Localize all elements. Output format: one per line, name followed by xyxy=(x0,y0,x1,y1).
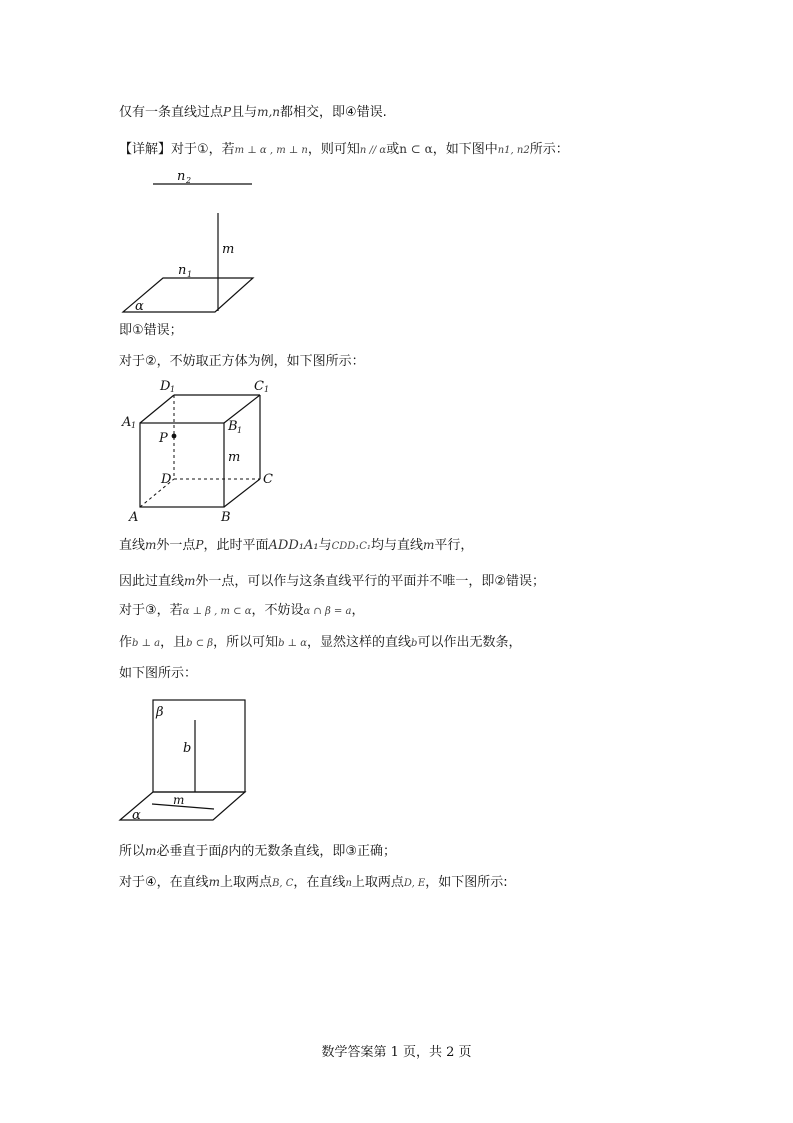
text: 必垂直于面 xyxy=(156,844,222,859)
text: 直线 xyxy=(119,538,146,553)
label-d1-sub: 1 xyxy=(170,385,176,394)
label-n2: n xyxy=(177,169,186,184)
label-n2-sub: 2 xyxy=(186,176,192,185)
math-m: m xyxy=(422,538,435,552)
figure-perpendicular-planes xyxy=(115,696,255,826)
text: 平行， xyxy=(434,538,474,553)
label-a1-sub: 1 xyxy=(131,421,137,430)
label-b: B xyxy=(221,510,231,525)
text: 仅有一条直线过点 xyxy=(119,105,224,120)
math-condition: m ⊥ α , m ⊥ n xyxy=(234,145,308,156)
text: ，且 xyxy=(160,635,187,650)
text: ，如下图中 xyxy=(432,142,498,157)
label-n1: n xyxy=(178,263,187,278)
text: ，不妨设 xyxy=(251,603,304,618)
math-m: m xyxy=(145,538,157,552)
math-plane-cdd1c1: CDD₁C₁ xyxy=(331,541,371,552)
math-n-subset: n ⊂ α xyxy=(399,142,433,156)
text-line-4 xyxy=(119,353,365,371)
label-m: m xyxy=(228,450,241,465)
math-b: b xyxy=(411,638,418,649)
page-footer: 数学答案第 1 页，共 2 页 xyxy=(321,1045,472,1060)
label-d: D xyxy=(161,472,172,487)
text: 外一点 xyxy=(156,538,196,553)
label-beta: β xyxy=(156,705,164,720)
figure-perpendicular-line xyxy=(115,165,265,317)
label-a: A xyxy=(129,510,139,525)
text: 上取两点 xyxy=(351,875,404,890)
text: 作 xyxy=(119,635,133,650)
text-line-5 xyxy=(119,536,473,556)
figure-1-svg xyxy=(115,165,265,317)
math-plane-add1a1: ADD₁A₁ xyxy=(268,538,319,553)
text: 所示： xyxy=(529,142,569,157)
text: 均与直线 xyxy=(370,538,423,553)
figure-cube xyxy=(115,373,285,533)
math-point-p: P xyxy=(223,105,232,119)
text: ，显然这样的直线 xyxy=(307,635,412,650)
math-lines-mn: m,n xyxy=(257,105,281,119)
label-c1: C xyxy=(254,379,264,394)
math-b-subset-beta: b ⊂ β xyxy=(186,638,214,649)
math-points-bc: B, C xyxy=(272,878,294,889)
label-alpha: α xyxy=(135,299,144,314)
text: 上取两点 xyxy=(220,875,273,890)
text-line-7 xyxy=(119,602,364,621)
text: 对于②，不妨取正方体为例，如下图所示： xyxy=(119,354,365,369)
label-c1-sub: 1 xyxy=(264,385,270,394)
label-c: C xyxy=(263,472,273,487)
text: 【详解】对于①，若 xyxy=(119,142,235,157)
text: 即①错误； xyxy=(119,323,183,338)
text: ，此时平面 xyxy=(203,538,269,553)
text: 可以作出无数条， xyxy=(417,635,522,650)
label-a1: A xyxy=(122,415,132,430)
text: 且与 xyxy=(231,105,258,120)
text: 如下图所示： xyxy=(119,666,198,681)
text: ， xyxy=(351,603,365,618)
figure-3-svg xyxy=(115,696,255,826)
math-n1-n2: n1, n2 xyxy=(497,145,530,156)
label-n1-sub: 1 xyxy=(187,270,193,279)
label-b1: B xyxy=(228,419,238,434)
label-d1: D xyxy=(160,379,171,394)
text: 所以 xyxy=(119,844,146,859)
math-m: m xyxy=(184,574,196,588)
label-m: m xyxy=(222,242,235,257)
text: 外一点，可以作与这条直线平行的平面并不唯一，即②错误； xyxy=(195,574,546,589)
math-n: n xyxy=(345,878,352,889)
math-points-de: D, E xyxy=(403,878,426,889)
text: 或 xyxy=(386,142,400,157)
math-n-parallel: n // α xyxy=(359,145,387,156)
text: ，在直线 xyxy=(293,875,346,890)
text-line-11 xyxy=(119,873,508,893)
text: 对于③，若 xyxy=(119,603,183,618)
label-b: b xyxy=(183,741,192,756)
text: 内的无数条直线，即③正确； xyxy=(228,844,397,859)
text: ，则可知 xyxy=(307,142,360,157)
label-b1-sub: 1 xyxy=(237,426,243,435)
math-b-perp-alpha: b ⊥ α xyxy=(278,638,308,649)
text-line-1 xyxy=(119,103,387,122)
text: 因此过直线 xyxy=(119,574,185,589)
text: ，所以可知 xyxy=(213,635,279,650)
math-intersection: α ∩ β = a xyxy=(303,606,352,617)
text-line-2 xyxy=(119,140,569,160)
math-point-p: P xyxy=(195,538,204,552)
text-line-6 xyxy=(119,572,545,591)
text-line-10 xyxy=(119,842,396,861)
math-condition: α ⊥ β , m ⊂ α xyxy=(182,606,252,617)
label-alpha: α xyxy=(132,808,141,823)
math-m: m xyxy=(145,844,157,858)
text: 对于④，在直线 xyxy=(119,875,209,890)
text-line-8 xyxy=(119,634,521,653)
figure-2-svg xyxy=(115,373,285,533)
text-line-3 xyxy=(119,322,183,340)
text: ，如下图所示: xyxy=(425,875,508,890)
math-beta: β xyxy=(221,844,229,858)
math-b-perp-a: b ⊥ a xyxy=(132,638,161,649)
text: 都相交，即④错误. xyxy=(280,105,387,120)
label-p: P xyxy=(159,431,168,446)
label-m: m xyxy=(173,793,185,807)
text: 与 xyxy=(318,538,332,553)
text-line-9 xyxy=(119,665,197,683)
math-m: m xyxy=(208,875,221,889)
